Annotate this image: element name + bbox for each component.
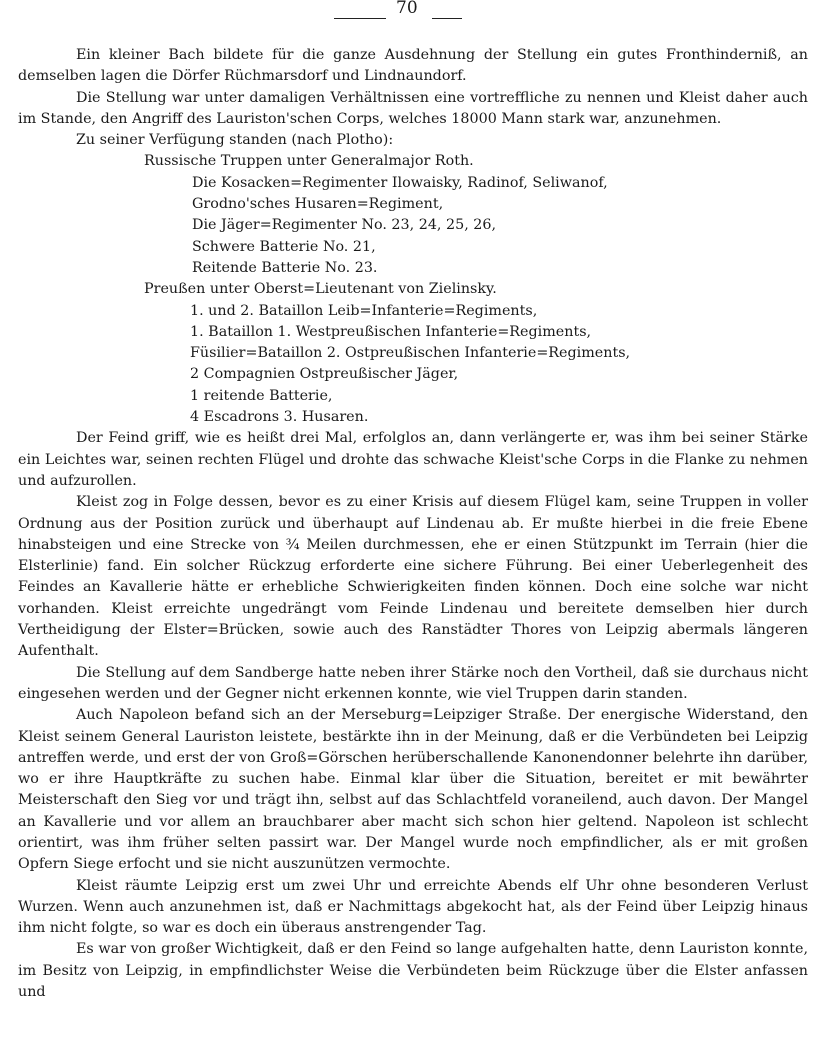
- paragraph: Zu seiner Verfügung standen (nach Plotho):: [76, 132, 394, 149]
- troop-list-item: Reitende Batterie No. 23.: [192, 259, 378, 276]
- paragraph: Kleist zog in Folge dessen, bevor es zu einer Krisis auf diesem Flügel kam, seine Truppen in voller Ordnung aus der Position zurück und überhaupt auf Lindenau ab. Er mußte hierbei in die freie Ebene hinabsteigen und eine Strecke von ¾ Meilen durchmessen, ehe er einen Stützpunkt im Terrain (hier die Elsterlinie) fand. Ein solcher Rückzug erforderte eine sichere Führung. Bei einer Ueberlegenheit des Feindes an Kavallerie hätte er erhebliche Schwierigkeiten finden können. Doch eine solche war nicht vorhanden. Kleist erreichte ungedrängt vom Feinde Lindenau und bereitete demselben hier durch Vertheidigung der Elster=Brücken, sowie auch des Ranstädter Thores von Leipzig abermals längeren Aufenthalt.: [18, 494, 808, 660]
- paragraph: Auch Napoleon befand sich an der Merseburg=Leipziger Straße. Der energische Widerstand, den Kleist seinem General Lauriston leistete, bestärkte ihn in der Meinung, daß er die Verbündeten bei Leipzig antreffen werde, und erst der von Groß=Görschen herüberschallende Kanonendonner belehrte ihn darüber, wo er ihre Hauptkräfte zu suchen habe. Einmal klar über die Situation, bereitet er mit bewährter Meisterschaft den Sieg vor und trägt ihn, selbst auf das Schlachtfeld voraneilend, auch davon. Der Mangel an Kavallerie und vor allem an brauchbarer aber macht sich schon hier geltend. Napoleon ist schlecht orientirt, was ihm früher selten passirt war. Der Mangel wurde noch empfindlicher, als er mit großen Opfern Siege erfocht und sie nicht auszunützen vermochte.: [18, 707, 808, 873]
- troop-list-russian: [18, 151, 808, 279]
- header-rule-right: [432, 18, 462, 19]
- paragraph: Die Stellung war unter damaligen Verhältnissen eine vortreffliche zu nennen und Kleist daher auch im Stande, den Angriff des Lauriston'schen Corps, welches 18000 Mann stark war, anzunehmen.: [18, 89, 808, 127]
- troop-list-item: 4 Escadrons 3. Husaren.: [190, 409, 369, 426]
- paragraph: Ein kleiner Bach bildete für die ganze Ausdehnung der Stellung ein gutes Fronthinderniß, an demselben lagen die Dörfer Rüchmarsdorf und Lindnaundorf.: [18, 47, 808, 85]
- troop-list-item: 1. Bataillon 1. Westpreußischen Infanterie=Regiments,: [190, 323, 592, 340]
- troop-list-item: Grodno'sches Husaren=Regiment,: [192, 196, 444, 213]
- paragraph: Der Feind griff, wie es heißt drei Mal, erfolglos an, dann verlängerte er, was ihm bei seiner Stärke ein Leichtes war, seinen rechten Flügel und drohte das schwache Kleist'sche Corps in die Flanke zu nehmen und aufzurollen.: [18, 430, 808, 489]
- troop-list-item: Füsilier=Bataillon 2. Ostpreußischen Infanterie=Regiments,: [190, 345, 631, 362]
- troop-list-item: Die Kosacken=Regimenter Ilowaisky, Radinof, Seliwanof,: [192, 174, 608, 191]
- page-number: 70: [396, 0, 418, 18]
- troop-list-item: Schwere Batterie No. 21,: [192, 238, 376, 255]
- troop-list-header: Russische Truppen unter Generalmajor Roth.: [144, 153, 474, 170]
- header-rule-left: [334, 18, 386, 19]
- page-body: [18, 45, 808, 1003]
- paragraph: Es war von großer Wichtigkeit, daß er den Feind so lange aufgehalten hatte, denn Lauriston konnte, im Besitz von Leipzig, in empfindlichster Weise die Verbündeten beim Rückzuge über die Elster anfassen und: [18, 941, 808, 1001]
- troop-list-prussian: [18, 279, 808, 428]
- troop-list-header: Preußen unter Oberst=Lieutenant von Zielinsky.: [144, 281, 497, 298]
- page-header: [0, 0, 819, 24]
- troop-list-item: 2 Compagnien Ostpreußischer Jäger,: [190, 366, 459, 383]
- paragraph: Die Stellung auf dem Sandberge hatte neben ihrer Stärke noch den Vortheil, daß sie durchaus nicht eingesehen werden und der Gegner nicht erkennen konnte, wie viel Truppen darin standen.: [18, 664, 808, 702]
- troop-list-item: 1. und 2. Bataillon Leib=Infanterie=Regiments,: [190, 302, 538, 319]
- paragraph: Kleist räumte Leipzig erst um zwei Uhr und erreichte Abends elf Uhr ohne besonderen Verlust Wurzen. Wenn auch anzunehmen ist, daß er Nachmittags abgekocht hat, als der Feind über Leipzig hinaus ihm nicht folgte, so war es doch ein überaus anstrengender Tag.: [18, 877, 808, 937]
- troop-list-item: Die Jäger=Regimenter No. 23, 24, 25, 26,: [192, 217, 497, 234]
- troop-list-item: 1 reitende Batterie,: [190, 387, 333, 404]
